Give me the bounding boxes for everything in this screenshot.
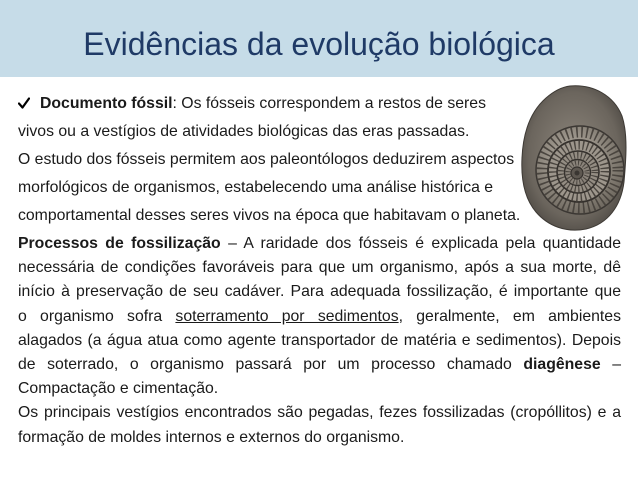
fossil-document-section	[18, 90, 528, 230]
line-text: , geralmente, em ambientes	[398, 307, 621, 325]
paragraph-line: alagados (a água atua como agente transportador de matéria e sedimentos). Depois	[18, 331, 621, 349]
diagenesis-term: diagênese	[523, 356, 601, 374]
slide-title: Evidências da evolução biológica	[83, 26, 555, 62]
fossilization-paragraph	[18, 232, 621, 401]
fossil-document-term: Documento fóssil	[40, 95, 173, 112]
text-line: O estudo dos fósseis permitem aos paleontólogos deduzirem aspectos	[18, 151, 515, 168]
paragraph-line: necessária de condições favoráveis para que um organismo, após a sua morte, dê	[18, 259, 621, 277]
line-text: : Os fósseis correspondem a restos de seres	[172, 95, 486, 112]
traces-paragraph	[18, 401, 621, 449]
ammonite-center	[575, 171, 580, 176]
line-text: – A raridade dos fósseis é explicada pela quantidade	[220, 235, 621, 252]
title-band	[0, 0, 638, 77]
fossilization-term: Processos de fossilização	[18, 235, 221, 252]
line-text: o organismo sofra	[18, 307, 176, 325]
paragraph-line: Os principais vestígios encontrados são pegadas, fezes fossilizadas (cropóllitos) e a	[18, 404, 621, 422]
paragraph-line	[18, 353, 621, 377]
text-line: morfológicos de organismos, estabelecendo uma análise histórica e	[18, 179, 494, 196]
paragraph-line: Compactação e cimentação.	[18, 380, 219, 398]
line-text: –	[600, 356, 621, 374]
paragraph-line	[18, 305, 621, 329]
line-text: de soterrado, o organismo passará por um processo chamado	[18, 356, 524, 374]
ammonite-fossil-picture	[512, 82, 628, 232]
text-line	[18, 90, 528, 118]
ammonite-fossil-image	[512, 82, 628, 232]
checkmark-icon	[18, 97, 30, 109]
paragraph-line: início à preservação de seu cadáver. Para adequada fossilização, é importante que	[18, 283, 621, 301]
paragraph-line: formação de moldes internos e externos do organismo.	[18, 428, 405, 446]
text-line: comportamental desses seres vivos na época que habitavam o planeta.	[18, 207, 521, 224]
underlined-term: soterramento por sedimentos	[175, 307, 399, 325]
checkmark-glyph	[18, 97, 30, 109]
text-line: vivos ou a vestígios de atividades biológicas das eras passadas.	[18, 123, 470, 140]
paragraph-line	[18, 232, 621, 256]
